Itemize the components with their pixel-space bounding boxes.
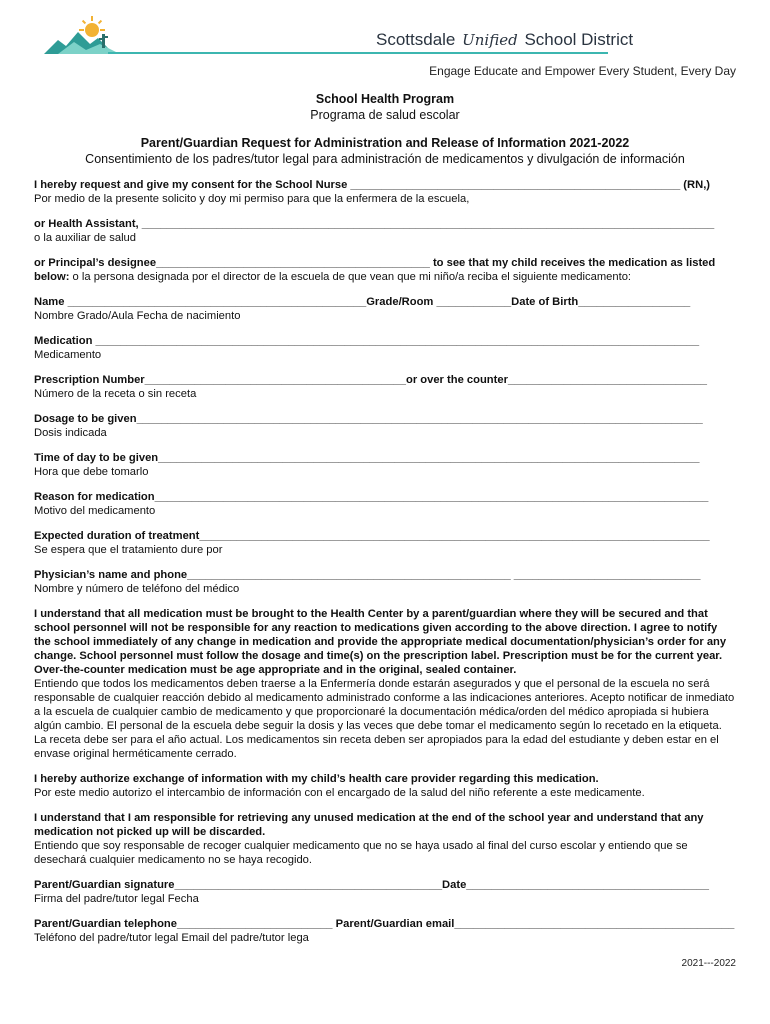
field-time-of-day	[34, 451, 736, 479]
field-label-es: Teléfono del padre/tutor legal Email del padre/tutor lega	[34, 932, 309, 944]
field-label[interactable]: or Health Assistant, ____________________________________________________________________________________________	[34, 218, 715, 230]
statement-text: I understand that I am responsible for retrieving any unused medication at the end of the school year and understand that any medication not picked up will be discarded.	[34, 812, 704, 838]
field-physician	[34, 568, 736, 596]
field-reason	[34, 490, 736, 518]
field-label-wrap[interactable]	[34, 256, 736, 284]
field-principal-designee	[34, 256, 736, 284]
field-prescription-number	[34, 373, 736, 401]
field-label[interactable]: Prescription Number__________________________________________or over the counter________________________________	[34, 374, 708, 386]
field-label-es: Nombre y número de teléfono del médico	[34, 583, 240, 595]
field-medication	[34, 334, 736, 362]
field-label-es: Número de la receta o sin receta	[34, 388, 197, 400]
field-label-es: Firma del padre/tutor legal Fecha	[34, 893, 199, 905]
field-label-es: Se espera que el tratamiento dure por	[34, 544, 223, 556]
field-label[interactable]: Time of day to be given_______________________________________________________________________________________	[34, 452, 700, 464]
field-label-es: Hora que debe tomarlo	[34, 466, 149, 478]
field-label-es: o la persona designada por el director de la escuela de que vean que mi niño/a reciba el siguiente medicamento:	[69, 271, 632, 283]
tagline: Engage Educate and Empower Every Student, Every Day	[429, 64, 736, 78]
letterhead	[0, 0, 770, 62]
field-dosage	[34, 412, 736, 440]
statement-text-es: Entiendo que soy responsable de recoger cualquier medicamento que no se haya usado al final del curso escolar y entiendo que se desechará cualquier medicamento no se haya recogido.	[34, 840, 688, 866]
field-label[interactable]: I hereby request and give my consent for the School Nurse _____________________________________________________ (RN,)	[34, 179, 711, 191]
district-suffix: School District	[524, 30, 634, 49]
footer-year: 2021---2022	[681, 958, 736, 969]
field-label[interactable]: Expected duration of treatment__________________________________________________________________________________	[34, 530, 710, 542]
district-script-word: Unified	[462, 31, 518, 49]
field-label-es: Por medio de la presente solicito y doy mi permiso para que la enfermera de la escuela,	[34, 193, 470, 205]
statement-unused-medication	[34, 811, 736, 867]
statement-text-es: Por este medio autorizo el intercambio de información con el encargado de la salud del niño referente a este medicamente.	[34, 787, 645, 799]
field-parent-contact	[34, 917, 736, 945]
field-name-grade-dob	[34, 295, 736, 323]
field-duration	[34, 529, 736, 557]
field-label[interactable]: or Principal’s designee____________________________________________ to see that my child receives the medication as listed below:	[34, 257, 716, 283]
program-title: School Health Program	[315, 92, 455, 106]
header-rule	[108, 52, 608, 54]
field-label[interactable]: Parent/Guardian telephone_________________________ Parent/Guardian email_____________________________________________	[34, 918, 735, 930]
field-parent-signature	[34, 878, 736, 906]
form-body	[34, 178, 736, 956]
statement-medication-policy	[34, 607, 736, 761]
form-title: Parent/Guardian Request for Administration and Release of Information 2021-2022	[140, 136, 630, 150]
statement-text: I hereby authorize exchange of information with my child’s health care provider regarding this medication.	[34, 773, 599, 785]
statement-authorize-exchange	[34, 772, 736, 800]
field-label[interactable]: Name ________________________________________________Grade/Room ____________Date of Birth__________________	[34, 296, 691, 308]
district-prefix: Scottsdale	[376, 30, 456, 49]
field-label[interactable]: Dosage to be given___________________________________________________________________________________________	[34, 413, 703, 425]
statement-text-es: Entiendo que todos los medicamentos deben traerse a la Enfermería donde estarán asegurados y que el personal de la escuela no será responsable de cualquier reacción debido al medicamento administrado conforme a las indicaciones anteriores. Acepto notificar de inmediato a la escuela de cualquier cambio de medicamento y que proporcionaré la documentación médica/orden del médico apropiada si hubiera algún cambio. El personal de la escuela debe seguir la dosis y las veces que debe tomar el medicamento según lo recetado en la etiqueta. La receta debe ser para el año actual. Los medicamentos sin receta deben ser apropiados para la edad del estudiante y deben estar en el envase original herméticamente cerrado.	[34, 678, 735, 760]
field-label-es: Nombre Grado/Aula Fecha de nacimiento	[34, 310, 241, 322]
field-label[interactable]: Medication _________________________________________________________________________________________________	[34, 335, 700, 347]
district-name	[376, 30, 633, 50]
field-label-es: o la auxiliar de salud	[34, 232, 136, 244]
field-label-es: Dosis indicada	[34, 427, 107, 439]
field-school-nurse	[34, 178, 736, 206]
field-health-assistant	[34, 217, 736, 245]
field-label[interactable]: Parent/Guardian signature___________________________________________Date_______________________________________	[34, 879, 709, 891]
form-title-es: Consentimiento de los padres/tutor legal para administración de medicamentos y divulgación de información	[85, 152, 685, 166]
field-label[interactable]: Reason for medication_________________________________________________________________________________________	[34, 491, 709, 503]
statement-text: I understand that all medication must be brought to the Health Center by a parent/guardian where they will be secured and that school personnel will not be responsible for any reaction to medications given according to the above direction. I agree to notify the school immediately of any change in medication and provide the appropriate medical documentation/physician’s order for any change. School personnel must follow the dosage and time(s) on the prescription label. Prescription must be for the current year. Over-the-counter medication must be age appropriate and in the original, sealed container.	[34, 608, 727, 676]
field-label-es: Motivo del medicamento	[34, 505, 156, 517]
field-label[interactable]: Physician’s name and phone____________________________________________________ ______________________________	[34, 569, 701, 581]
program-title-es: Programa de salud escolar	[310, 108, 460, 122]
field-label-es: Medicamento	[34, 349, 102, 361]
